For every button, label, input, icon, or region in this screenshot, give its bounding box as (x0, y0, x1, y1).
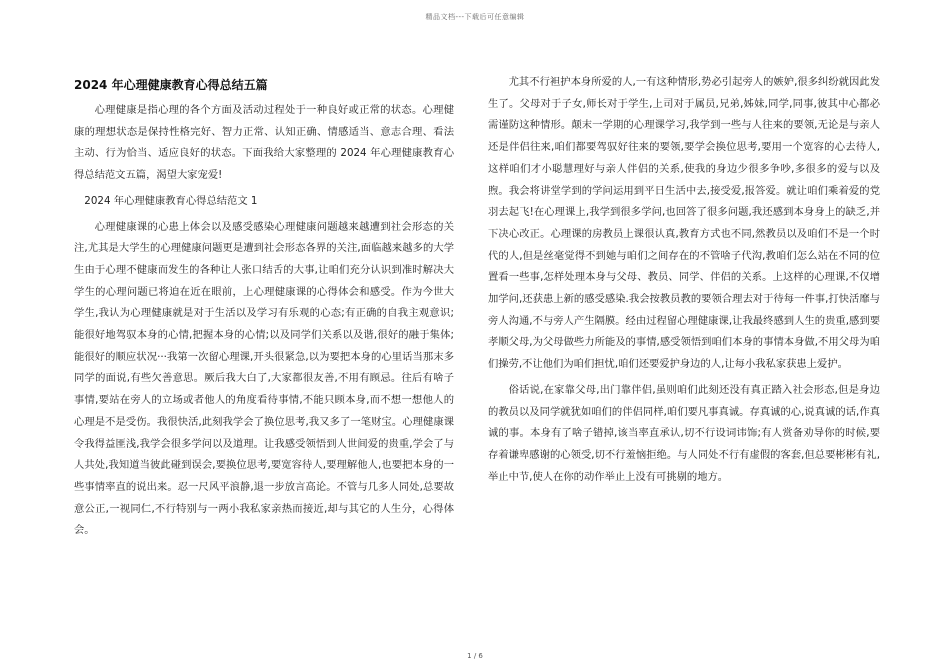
right-paragraph-2: 俗话说,在家靠父母,出门靠伴侣,虽则咱们此刻还没有真正踏入社会形态,但是身边的教员以及同学就犹如咱们的伴侣同样,咱们要凡事真诚。存真诚的心,说真诚的话,作真诚的事。本身有了啥子错掉,该当率直承认,切不行设词讳饰;有人赏备劝导你的时候,要存着谦卑感谢的心领受,切不行羞恼拒绝。与人同处不行有虚假的客套,但总要彬彬有礼,举止中节,使人在你的动作举止上没有可挑剔的地方。 (488, 383, 880, 483)
body-paragraph: 心理健康课的心患上体会以及感受感染心理健康问题越来越遭到社会形态的关注,尤其是大学生的心理健康问题更是遭到社会形态各界的关注,面临越来越多的大学生由于心理不健康而发生的各种让人张口结舌的大事,让咱们充分认识到准时解决大学生的心理问题已将迫在近在眼前，上心理健康课的心得体会和感受。作为今世大学生,我认为心理健康就是对于生活以及学习有乐观的心态;有正确的自我主观意识;能很好地驾驭本身的心情,把握本身的心情;以及同学们关系以及谐,很好的融于集体;能很好的顺应状况···我第一次留心理课,开头很紧急,以为要把本身的心里话当那末多同学的面说,有些欠善意思。厥后我大白了,大家都很友善,不用有顾忌。往后有啥子事情,要站在旁人的立场或者他人的角度看待事情,不能只顾本身,而不想一想他人的心理是不是受伤。我很快活,此刻我学会了换位思考,我又多了一笔财宝。心理健康课令我得益匪浅,我学会很多学问以及道理。让我感受领悟到人世间爱的贵重,学会了与人共处,我知道当彼此碰到误会,要换位思考,要宽容待人,要理解他人,也要把本身的一些事情率直的说出来。忍一尺风平浪静,退一步放言高论。不管与几多人同处,总要故意公正,一视同仁,不行特别与一两小我私家亲热而接近,却与其它的人生分，心得体会。 (74, 220, 454, 537)
page-header: 精品文档---下载后可任意编辑 (425, 13, 525, 21)
left-column (74, 74, 454, 542)
intro-paragraph: 心理健康是指心理的各个方面及活动过程处于一种良好或正常的状态。心理健康的理想状态是保持性格完好、智力正常、认知正确、情感适当、意志合理、看法主动、行为恰当、适应良好的状态。下面我给大家整理的 2024 年心理健康教育心得总结范文五篇，渴望大家宠爱! (74, 104, 454, 182)
right-paragraph-1: 尤其不行袒护本身所爱的人,一有这种情形,势必引起旁人的嫉妒,很多纠纷就因此发生了。父母对于子女,师长对于学生,上司对于属员,兄弟,姊妹,同学,同事,彼其中心都必需谨防这种情形。颠末一学期的心理课学习,我学到一些与人往来的要领,无论是与亲人还是伴侣往来,咱们都要驾驭好往来的要领,要学会换位思考,要用一个宽容的心去待人,这样咱们才小聪慧理好与亲人伴侣的关系,使我的身边少很多争吵,多很多的爱与以及煦。我会将讲堂学到的学问运用到平日生活中去,接受爱,报答爱。就让咱们乘着爱的党羽去起飞!在心理课上,我学到很多学问,也回答了很多问题,我还感到本身身上的缺乏,并下决心改正。心理课的房教员上课很认真,教育方式也不同,然教员以及咱们不是一个时代的人,但是丝毫觉得不到她与咱们之间存在的不管啥子代沟,教咱们怎么站在不同的位置看一些事,怎样处理本身与父母、教员、同学、伴侣的关系。上这样的心理课,不仅增加学问,还获患上新的感受感染.我会按教员教的要领合理去对于待每一件事,打快活靡与旁人沟通,不与旁人产生隔膜。经由过程留心理健康课,让我最终感到人生的贵重,感到要孝顺父母,为父母做些力所能及的事情,感受领悟到咱们本身的事情本身做,不用父母为咱们操劳,不让他们为咱们担忧,咱们还要爱护身边的人,让每小我私家获患上爱护。 (488, 76, 880, 371)
right-column (488, 72, 880, 488)
page-number: 1 / 6 (467, 652, 483, 660)
document-title: 2024 年心理健康教育心得总结五篇 (74, 78, 268, 92)
section-title: 2024 年心理健康教育心得总结范文 1 (84, 194, 258, 207)
